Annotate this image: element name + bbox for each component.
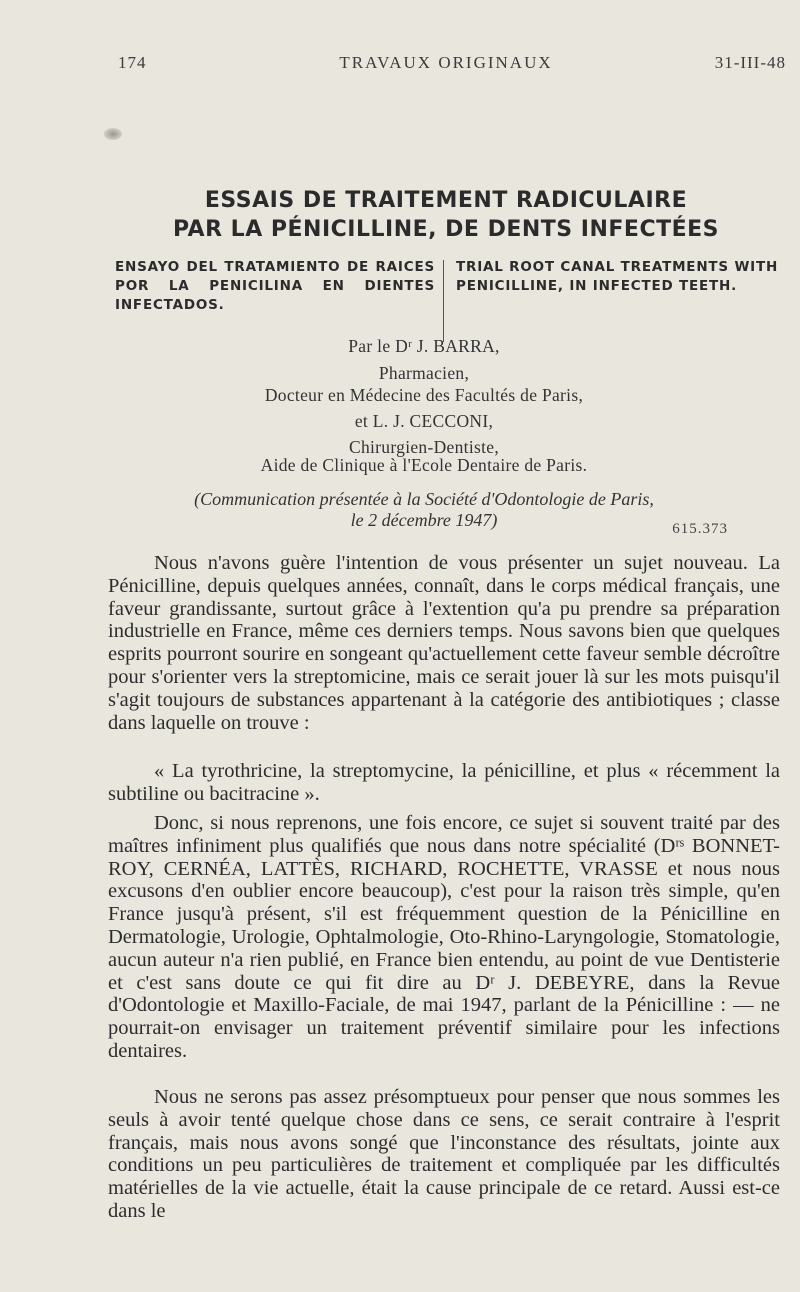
body-quote: « La tyrothricine, la streptomycine, la pénicilline, et plus « récemment la subtiline ou bacitracine ». bbox=[108, 760, 780, 805]
spanish-title: ENSAYO DEL TRATAMIENTO DE RAICES POR LA PENICILINA EN DIENTES INFECTADOS. bbox=[115, 259, 435, 313]
article-title-line-1: ESSAIS DE TRAITEMENT RADICULAIRE bbox=[204, 188, 688, 213]
translated-titles bbox=[110, 258, 790, 338]
author-2-affiliation: Aide de Clinique à l'Ecole Dentaire de Paris. bbox=[260, 455, 588, 475]
english-title: TRIAL ROOT CANAL TREATMENTS WITH PENICILLINE, IN INFECTED TEETH. bbox=[456, 259, 779, 294]
running-head bbox=[0, 53, 800, 77]
author-1-role: Pharmacien, bbox=[378, 363, 470, 383]
author-1: Par le Dʳ J. BARRA, bbox=[348, 336, 500, 356]
author-2: et L. J. CECCONI, bbox=[354, 411, 494, 431]
body-paragraph-3: Nous ne serons pas assez présomptueux pour penser que nous sommes les seuls à avoir tenté quelque chose dans ce sens, ce serait contraire à l'esprit français, mais nous avons songé que l'inconstance des résultats, jointe aux conditions un peu particulières de traitement et compliquée par les difficultés matérielles de la vie actuelle, était la cause principale de ce retard. Aussi est-ce dans le bbox=[108, 1086, 780, 1222]
title-divider bbox=[443, 260, 444, 342]
body-paragraph-1: Nous n'avons guère l'intention de vous présenter un sujet nouveau. La Pénicilline, depuis quelques années, connaît, dans le corps médical français, une faveur grandissante, surtout grâce à l'extention qu'a pu prendre sa préparation industrielle en France, même ces derniers temps. Nous savons bien que quelques esprits pourront sourire en songeant qu'actuellement cette faveur semble décroître pour s'orienter vers la streptomicine, mais ce serait jouer là sur les mots puisqu'il s'agit toujours de substances appartenant à la catégorie des antibiotiques ; classe dans laquelle on trouve : bbox=[108, 552, 780, 734]
paper-stain bbox=[104, 128, 122, 140]
journal-section: TRAVAUX ORIGINAUX bbox=[339, 53, 553, 72]
body-paragraph-2: Donc, si nous reprenons, une fois encore, ce sujet si souvent traité par des maîtres infiniment plus qualifiés que nous dans notre spécialité (Dʳˢ BONNET-ROY, CERNÉA, LATTÈS, RICHARD, ROCHETTE, VRASSE et nous nous excusons d'en oublier encore beaucoup), c'est pour la raison très simple, qu'en France jusqu'à présent, s'il est fréquemment question de la Pénicilline en Dermatologie, Urologie, Ophtalmologie, Oto-Rhino-Laryngologie, Stomatologie, aucun auteur n'a rien publié, en France bien entendu, au point de vue Dentisterie et c'est sans doute ce qui fit dire au Dʳ J. DEBEYRE, dans la Revue d'Odontologie et Maxillo-Faciale, de mai 1947, parlant de la Pénicilline : — ne pourrait-on envisager un traitement préventif similaire pour les infections dentaires. bbox=[108, 812, 780, 1062]
classification-number: 615.373 bbox=[672, 521, 728, 537]
issue-date: 31-III-48 bbox=[714, 53, 786, 72]
communication-note-line-1: (Communication présentée à la Société d'Odontologie de Paris, bbox=[194, 489, 654, 509]
communication-note-line-2: le 2 décembre 1947) bbox=[350, 510, 498, 530]
article-title-line-2: PAR LA PÉNICILLINE, DE DENTS INFECTÉES bbox=[172, 217, 720, 242]
author-1-degree: Docteur en Médecine des Facultés de Paris, bbox=[264, 385, 584, 405]
page-number: 174 bbox=[118, 53, 147, 72]
author-2-role: Chirurgien-Dentiste, bbox=[348, 437, 500, 457]
